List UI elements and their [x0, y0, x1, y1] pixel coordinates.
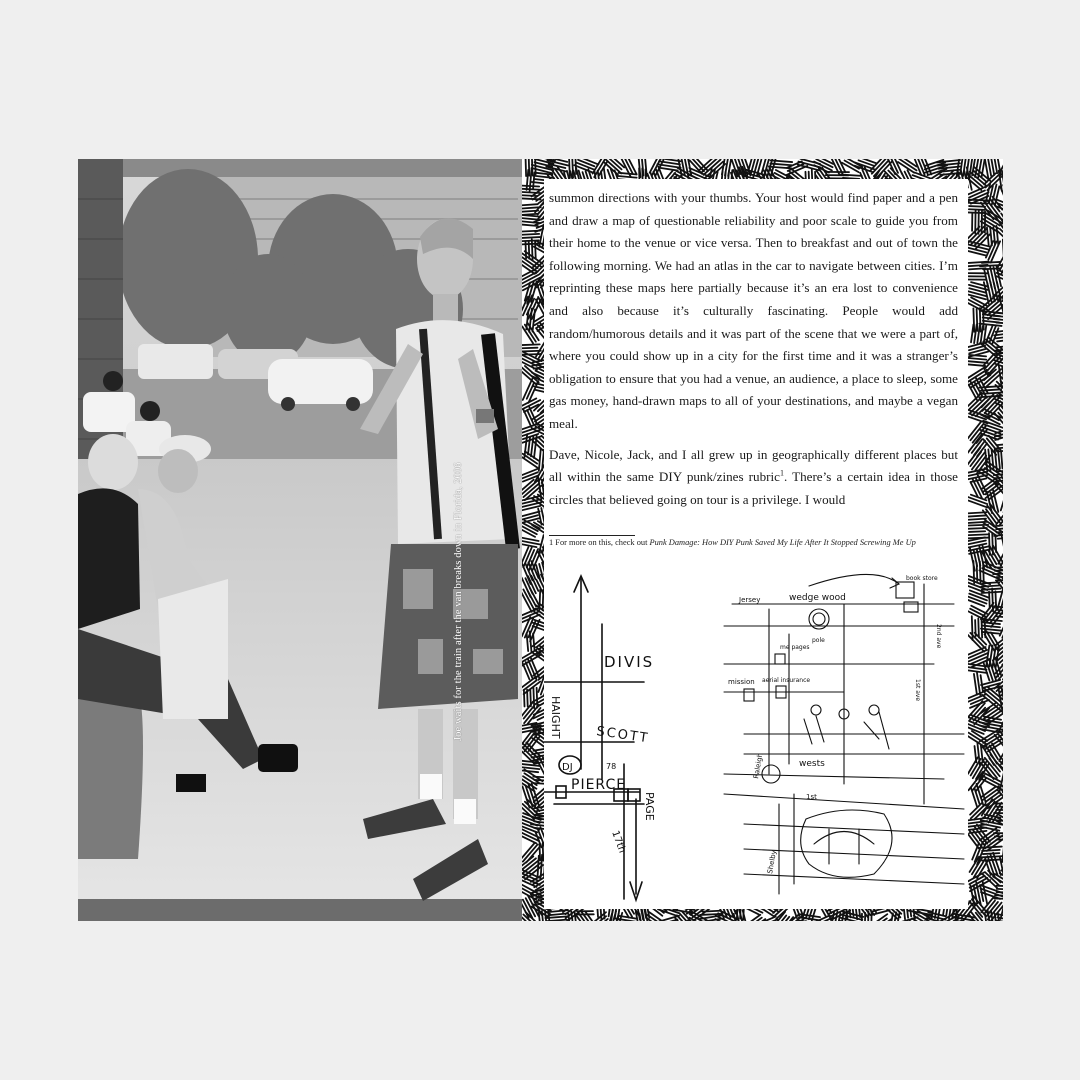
map-label-divis: DIVIS	[604, 653, 655, 671]
right-map	[724, 574, 964, 894]
paragraph-end: . There’s a certain idea in those circles that believed going on tour is a privilege. I would	[549, 469, 958, 507]
border-stroke	[522, 237, 540, 238]
border-stroke	[972, 616, 973, 640]
map-label-pages: me pages	[780, 644, 810, 651]
border-stroke	[522, 234, 539, 235]
footnote-lead: For more on this, check out	[555, 538, 648, 547]
photo-page	[78, 159, 522, 921]
map-label-wests: wests	[799, 759, 825, 769]
footnote-marker[interactable]: 1	[779, 468, 784, 478]
map-label-1st: 1st	[806, 793, 817, 801]
border-stroke	[537, 688, 538, 708]
border-stroke	[524, 690, 525, 707]
border-stroke	[993, 573, 1003, 574]
border-stroke	[522, 186, 539, 187]
border-stroke	[996, 886, 1003, 887]
map-label-aerial: aerial insurance	[762, 677, 811, 684]
photo-caption: Joe waits for the train after the van breaks down in Florida, 2006	[453, 462, 464, 741]
body-text	[549, 187, 958, 519]
map-label-dj: DJ	[562, 762, 573, 773]
border-stroke	[968, 519, 986, 520]
map-label-wedgewood: wedge wood	[789, 593, 846, 603]
border-stroke	[981, 585, 1000, 586]
map-label-2nd-ave: 2nd ave	[935, 624, 942, 649]
border-stroke	[982, 262, 1000, 263]
border-stroke	[969, 531, 985, 532]
border-stroke	[522, 195, 537, 196]
map-label-pole: pole	[812, 637, 825, 644]
map-label-shelby: Shelby	[766, 849, 779, 875]
border-stroke	[967, 528, 987, 529]
map-label-haight: HAIGHT	[549, 696, 562, 739]
text-page	[522, 159, 1003, 921]
border-stroke	[538, 856, 539, 876]
map-label-1st-ave: 1st ave	[914, 679, 921, 702]
paragraph	[549, 444, 958, 512]
border-stroke	[978, 618, 979, 637]
map-label-bookstore: book store	[906, 575, 938, 582]
border-stroke	[997, 892, 1003, 893]
map-label-mission: mission	[728, 678, 755, 686]
border-stroke	[982, 589, 1001, 590]
border-stroke	[527, 690, 528, 707]
map-label-pierce: PIERCE	[571, 777, 627, 793]
border-stroke	[966, 525, 989, 526]
border-stroke	[995, 570, 1003, 571]
border-stroke	[982, 850, 1000, 851]
border-stroke	[702, 911, 720, 912]
border-stroke	[966, 534, 988, 535]
map-label-page: PAGE	[643, 792, 656, 821]
border-stroke	[841, 175, 862, 176]
footnote-title: Punk Damage: How DIY Punk Saved My Life After It Stopped Screwing Me Up	[649, 538, 916, 547]
footnote	[549, 538, 959, 548]
footnote-number: 1	[549, 538, 554, 547]
border-stroke	[522, 231, 540, 232]
border-stroke	[994, 898, 1003, 899]
border-stroke	[522, 344, 540, 345]
border-stroke	[989, 592, 990, 609]
border-stroke	[529, 241, 530, 258]
border-stroke	[522, 204, 538, 205]
border-stroke	[969, 209, 985, 210]
map-label-jersey: Jersey	[739, 596, 761, 604]
border-stroke	[572, 159, 573, 178]
hand-drawn-maps	[544, 564, 968, 909]
paragraph-start: Dave, Nicole, Jack, and I all grew up in geographically different places but all within the same DIY punk/zines rubric	[549, 446, 958, 485]
border-stroke	[522, 189, 540, 190]
map-label-raleigh: Raleigh	[752, 752, 765, 780]
map-label-scott: SCOTT	[595, 724, 651, 747]
border-stroke	[995, 567, 1003, 568]
border-stroke	[966, 200, 989, 201]
border-stroke	[522, 348, 537, 349]
map-label-number: 78	[606, 762, 617, 771]
border-stroke	[525, 159, 526, 176]
border-stroke	[980, 561, 981, 582]
book-spread	[78, 159, 1003, 921]
border-stroke	[968, 212, 985, 213]
border-stroke	[995, 895, 1003, 896]
text-panel	[544, 179, 968, 909]
footnote-divider	[549, 535, 635, 536]
paragraph: summon directions with your thumbs. Your host would find paper and a pen and draw a map of questionable reliability and poor scale to guide you from their home to the venue or vice versa. Then to breakfast and out of town the following morning. We had an atlas in the car to navigate between cities. I’m reprinting these maps here partially because it’s an era lost to convenience and also because it’s culturally fascinating. People would add random/humorous details and it was part of the scene that we were a part of, where you could show up in a city for the first time and it was a stranger’s obligation to ensure that you had a venue, an audience, a place to sleep, some gas money, hand-drawn maps to all of your destinations, and maybe a vegan meal.	[549, 190, 958, 431]
border-stroke	[569, 159, 570, 178]
map-label-17th: 17th	[609, 829, 628, 855]
border-stroke	[968, 515, 986, 516]
border-stroke	[997, 889, 1003, 890]
border-stroke	[973, 561, 974, 583]
